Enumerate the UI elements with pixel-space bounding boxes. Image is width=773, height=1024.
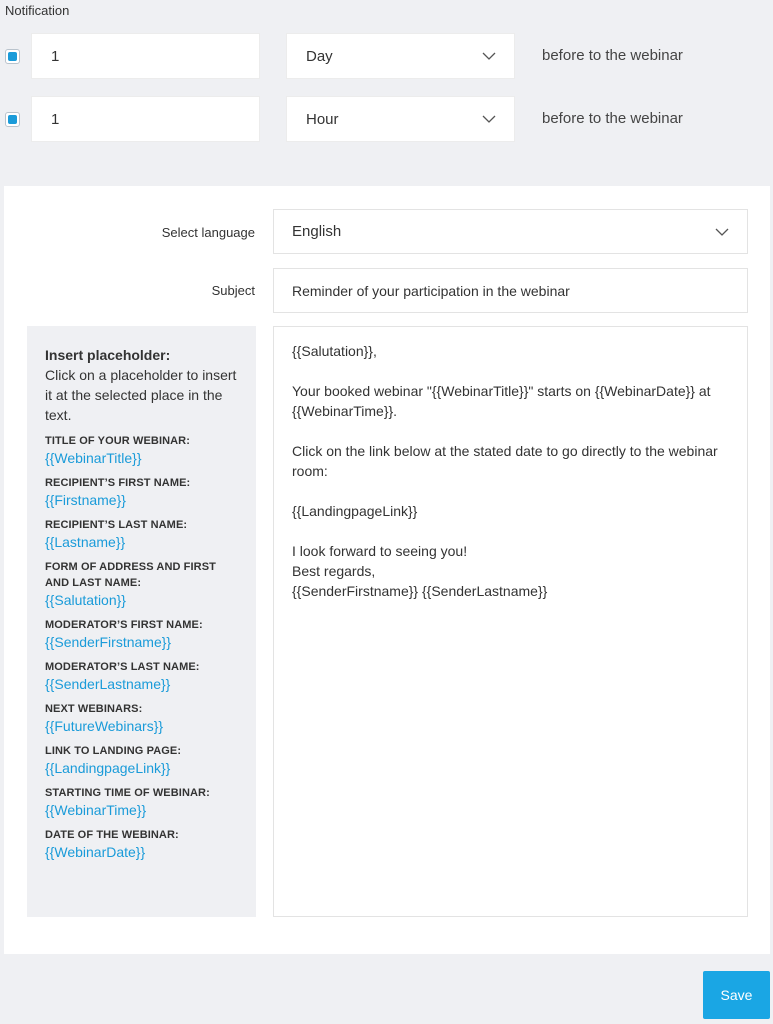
placeholder-label: STARTING TIME OF WEBINAR: (45, 787, 210, 799)
notification-amount-input-1[interactable] (31, 33, 260, 79)
placeholder-label: RECIPIENT’S FIRST NAME: (45, 477, 191, 489)
chevron-down-icon (715, 225, 729, 239)
placeholder-item (45, 701, 238, 735)
placeholder-description: Click on a placeholder to insert it at the selected place in the text. (45, 367, 237, 423)
placeholder-label: MODERATOR’S LAST NAME: (45, 661, 200, 673)
placeholder-item (45, 559, 238, 609)
notification-row-1 (0, 33, 773, 79)
placeholder-list (45, 433, 238, 861)
placeholder-label: FORM OF ADDRESS AND FIRST AND LAST NAME: (45, 561, 216, 589)
placeholder-link[interactable]: {{Salutation}} (45, 592, 126, 608)
placeholder-panel (27, 326, 256, 917)
placeholder-label: MODERATOR’S FIRST NAME: (45, 619, 203, 631)
placeholder-item (45, 433, 238, 467)
notification-unit-value-1: Day (306, 47, 333, 65)
placeholder-link[interactable]: {{SenderFirstname}} (45, 634, 172, 650)
notification-suffix-1: before to the webinar (542, 47, 683, 64)
placeholder-label: TITLE OF YOUR WEBINAR: (45, 435, 190, 447)
placeholder-item (45, 743, 238, 777)
email-body-editor[interactable]: {{Salutation}}, Your booked webinar "{{WebinarTitle}}" starts on {{WebinarDate}} at {{WebinarTime}}. Click on the link below at the stated date to go directly to the webinar room: {{LandingpageLink}} I look forward to seeing you! Best regards, {{SenderFirstname}} {{SenderLastname}} (273, 326, 748, 917)
chevron-down-icon (482, 112, 496, 126)
placeholder-link[interactable]: {{WebinarDate}} (45, 844, 146, 860)
notification-checkbox-1[interactable] (5, 49, 20, 64)
placeholder-title: Insert placeholder: (45, 347, 171, 363)
placeholder-item (45, 475, 238, 509)
placeholder-link[interactable]: {{WebinarTime}} (45, 802, 147, 818)
placeholder-link[interactable]: {{Lastname}} (45, 534, 126, 550)
save-button[interactable]: Save (703, 971, 770, 1019)
placeholder-label: RECIPIENT’S LAST NAME: (45, 519, 188, 531)
notification-suffix-2: before to the webinar (542, 110, 683, 127)
notification-row-2 (0, 96, 773, 142)
email-template-panel (4, 186, 770, 954)
language-label: Select language (161, 225, 255, 240)
language-select[interactable] (273, 209, 748, 254)
notification-unit-select-2[interactable] (286, 96, 515, 142)
notification-amount-input-2[interactable] (31, 96, 260, 142)
notification-section-label: Notification (5, 3, 70, 18)
placeholder-item (45, 617, 238, 651)
language-value: English (292, 223, 342, 240)
placeholder-link[interactable]: {{SenderLastname}} (45, 676, 171, 692)
placeholder-item (45, 659, 238, 693)
placeholder-item (45, 517, 238, 551)
placeholder-label: NEXT WEBINARS: (45, 703, 143, 715)
placeholder-link[interactable]: {{LandingpageLink}} (45, 760, 171, 776)
notification-unit-select-1[interactable] (286, 33, 515, 79)
subject-label: Subject (211, 283, 255, 298)
placeholder-label: LINK TO LANDING PAGE: (45, 745, 182, 757)
placeholder-label: DATE OF THE WEBINAR: (45, 829, 179, 841)
placeholder-link[interactable]: {{FutureWebinars}} (45, 718, 164, 734)
notification-unit-value-2: Hour (306, 110, 339, 128)
chevron-down-icon (482, 49, 496, 63)
placeholder-link[interactable]: {{Firstname}} (45, 492, 126, 508)
placeholder-link[interactable]: {{WebinarTitle}} (45, 450, 142, 466)
placeholder-item (45, 827, 238, 861)
placeholder-item (45, 785, 238, 819)
notification-checkbox-2[interactable] (5, 112, 20, 127)
subject-input[interactable] (273, 268, 748, 313)
